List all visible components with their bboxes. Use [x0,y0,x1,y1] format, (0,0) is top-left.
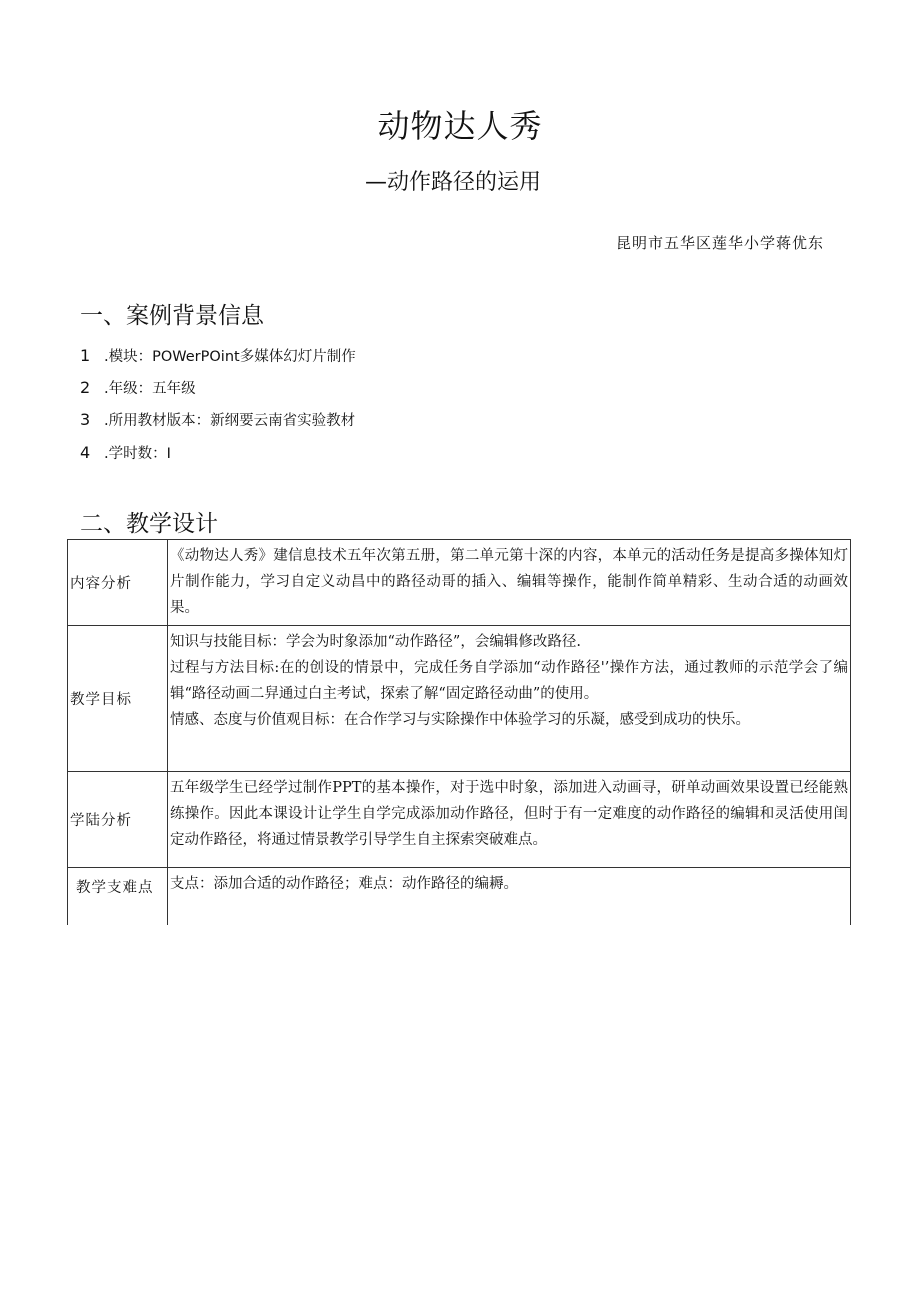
table-row [68,626,851,772]
info-item-grade [80,377,196,398]
section-heading-design: 二、教学设计 [80,511,218,537]
row-label-key-points: 教学支难点 [68,868,168,925]
row-paragraph: 支点：添加合适的动作路径；难点：动作路径的编耨。 [170,876,518,892]
info-item-hours [80,442,171,463]
info-item-textbook [80,409,355,430]
row-label-teaching-goals: 教学目标 [68,626,168,772]
info-item-number: 2 [80,378,91,397]
info-item-value: POWerPOint多媒体幻灯片制作 [152,349,356,365]
row-body-student-analysis [168,772,851,868]
row-paragraph: 五年级学生已经学过制作PPT的基本操作，对于选中时象，添加进入动画寻，研单动画效果设置已经能熟练操作。因此本课设计让学生自学完成添加动作路径，但时于有一定难度的动作路径的编辑和灵活使用闺定动作路径，将通过情景教学引导学生自主探索突破难点。 [170,780,848,848]
row-paragraph: 知识与技能目标：学会为时象添加“动作路径”，会编辑修改路径. [170,634,581,650]
row-body-content-analysis [168,540,851,626]
info-item-label: .年级： [104,381,153,397]
info-item-number: 1 [80,346,91,365]
row-body-teaching-goals [168,626,851,772]
info-item-number: 3 [80,410,91,429]
table-row [68,772,851,868]
row-label-student-analysis: 学陆分析 [68,772,168,868]
info-item-number: 4 [80,443,91,462]
table-row [68,868,851,925]
table-row [68,540,851,626]
info-item-value: 新纲要云南省实验教材 [210,413,356,429]
info-item-value: 五年级 [152,381,196,397]
row-paragraph: 《动物达人秀》建信息技术五年次第五册，第二单元第十深的内容，本单元的活动任务是提高多操体知灯片制作能力，学习自定义动昌中的路径动哥的插入、编辑等操作，能制作简单精彩、生动合适的动画效果。 [170,548,848,616]
info-item-value: I [166,446,171,462]
row-body-key-points [168,868,851,925]
teaching-design-table [67,539,851,925]
row-paragraph: 过程与方法目标:在的创设的情景中，完成任务自学添加“动作路径'’操作方法，通过教师的示范学会了编辑“路径动画二舁通过白主考试，探索了解“固定路径动曲”的使用。 [170,660,848,702]
document-title: 动物达人秀 [377,107,543,145]
row-label-content-analysis: 内容分析 [68,540,168,626]
author-line: 昆明市五华区莲华小学蒋优东 [615,234,824,252]
row-paragraph: 情感、态度与价值观目标：在合作学习与实除操作中体验学习的乐凝，感受到成功的快乐。 [170,712,750,728]
document-subtitle: —动作路径的运用 [365,170,542,195]
info-item-label: .学时数： [104,446,167,462]
section-heading-background: 一、案例背景信息 [80,303,264,329]
info-item-module [80,345,356,366]
info-item-label: .模块： [104,349,153,365]
info-item-label: .所用教材版本： [104,413,211,429]
